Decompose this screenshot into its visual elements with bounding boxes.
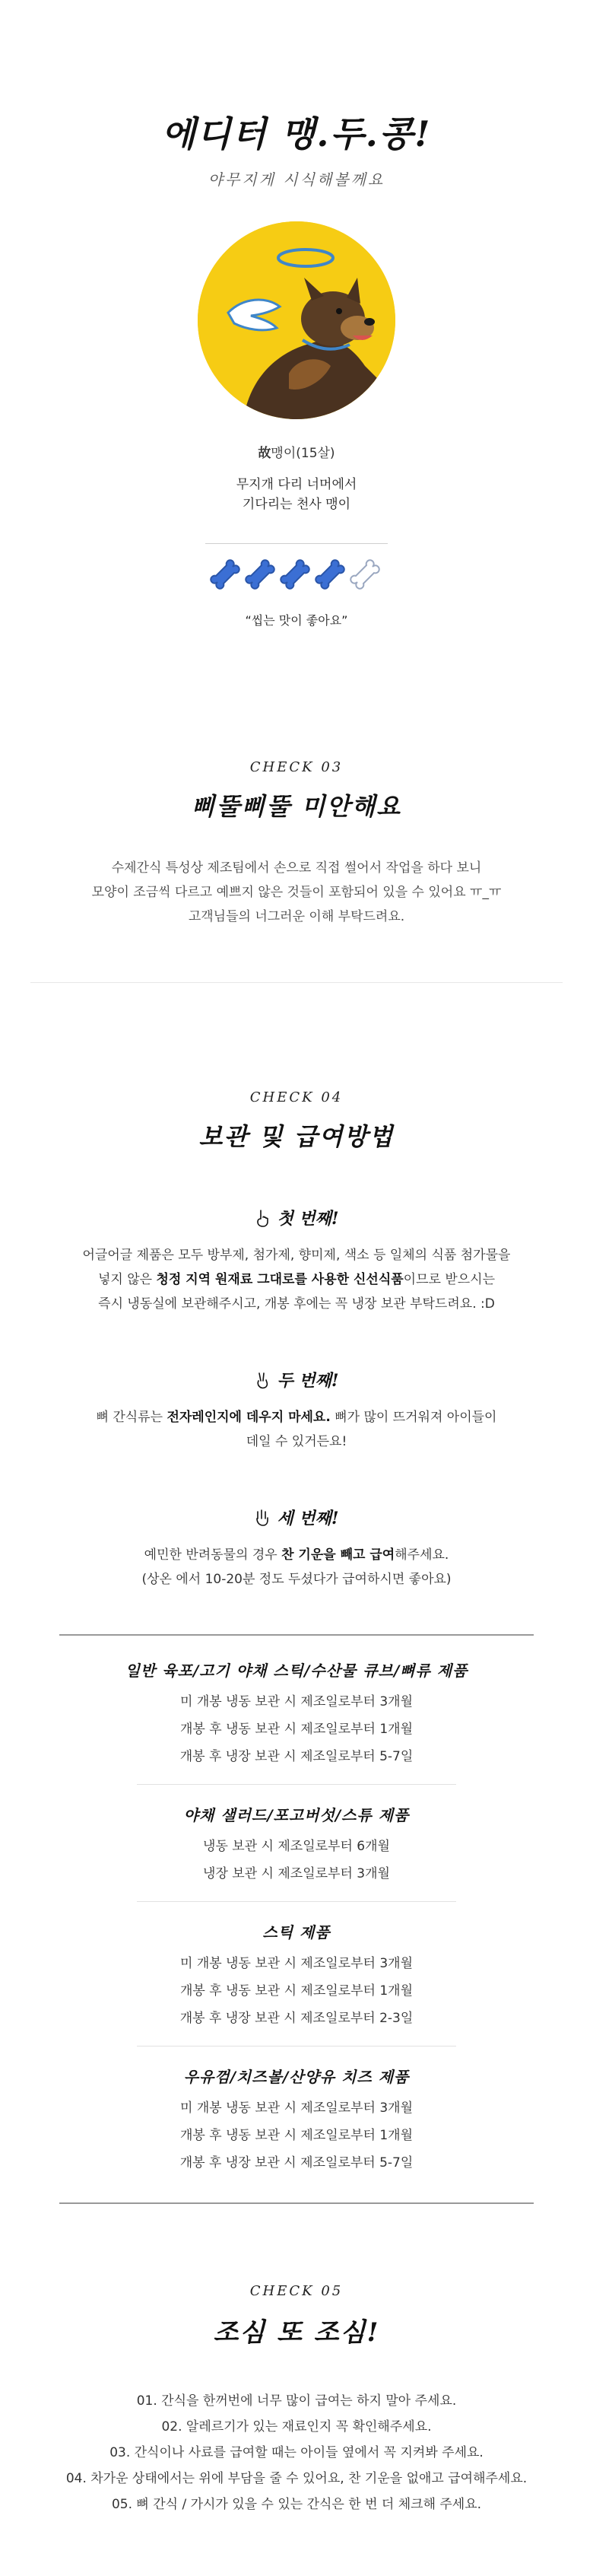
editor-title: 에디터 맹.두.콩!	[161, 113, 432, 154]
text-line: (상온 에서 10-20분 정도 두셨다가 급여하시면 좋아요)	[141, 1572, 452, 1587]
storage-group	[59, 1658, 534, 1770]
text-line: 데일 수 있거든요!	[246, 1434, 347, 1449]
editor-intro	[0, 0, 593, 628]
bone-filled-icon	[210, 559, 243, 593]
group-divider	[137, 1784, 456, 1785]
storage-period-line: 개봉 후 냉동 보관 시 제조일로부터 1개월	[180, 1722, 413, 1737]
three-finger-hand-icon	[254, 1509, 271, 1527]
step-2-title: 두 번째!	[277, 1371, 339, 1391]
step-2-text	[0, 1405, 593, 1454]
dog-name-age: 맹이(15살)	[271, 446, 335, 461]
epitaph-line-2: 기다리는 천사 맹이	[242, 497, 351, 512]
storage-group	[59, 2065, 534, 2177]
rating-divider	[205, 543, 388, 544]
step-1-title: 첫 번째!	[277, 1209, 339, 1229]
storage-period-line: 미 개봉 냉동 보관 시 제조일로부터 3개월	[180, 1694, 413, 1709]
caution-item: 04. 차가운 상태에서는 위에 부담을 줄 수 있어요, 찬 기운을 없애고 급여해주세요.	[65, 2471, 528, 2486]
storage-period-line: 냉동 보관 시 제조일로부터 6개월	[203, 1839, 390, 1854]
text-part: 이므로 받으시는	[403, 1272, 496, 1287]
emphasis-text: 청정 지역 원재료 그대로를 사용한 신선식품	[156, 1272, 404, 1287]
dog-avatar	[198, 221, 395, 419]
storage-group-title: 야채 샐러드/포고버섯/스튜 제품	[183, 1806, 410, 1824]
emphasis-text: 전자레인지에 데우지 마세요.	[166, 1410, 331, 1425]
storage-group-title: 일반 육포/고기 야채 스틱/수산물 큐브/뼈류 제품	[125, 1662, 468, 1680]
bone-filled-icon	[315, 559, 348, 593]
text-line: 어글어글 제품은 모두 방부제, 첨가제, 향미제, 색소 등 일체의 식품 첨가물을	[82, 1248, 511, 1263]
check-label: CHECK 04	[249, 1089, 344, 1105]
emphasis-text: 찬 기운을 빼고 급여	[281, 1547, 395, 1563]
text-part: 뼈 간식류는	[96, 1410, 167, 1425]
check-03-section	[0, 759, 593, 983]
storage-period-line: 미 개봉 냉동 보관 시 제조일로부터 3개월	[180, 2101, 413, 2116]
caution-item: 05. 뼈 간식 / 가시가 있을 수 있는 간식은 한 번 더 체크해 주세요.	[111, 2497, 482, 2512]
storage-group-lines	[59, 1833, 534, 1887]
section-title: 삐뚤삐뚤 미안해요	[191, 792, 402, 821]
check-03-text	[0, 856, 593, 929]
section-title: 보관 및 급여방법	[198, 1122, 395, 1151]
text-part: 뼈가 많이 뜨거워져 아이들이	[330, 1410, 497, 1425]
storage-period-table	[59, 1634, 534, 2204]
dog-epitaph	[0, 475, 593, 514]
editor-subtitle: 야무지게 시식해볼께요	[208, 170, 385, 189]
review-quote: “씹는 맛이 좋아요”	[245, 613, 348, 628]
check-04-section	[0, 1089, 593, 2204]
text-line: 즉시 냉동실에 보관해주시고, 개봉 후에는 꼭 냉장 보관 부탁드려요. :D	[98, 1296, 495, 1312]
storage-period-line: 개봉 후 냉동 보관 시 제조일로부터 1개월	[180, 2128, 413, 2143]
one-finger-hand-icon	[254, 1209, 271, 1227]
step-1-text	[0, 1243, 593, 1316]
epitaph-line-1: 무지개 다리 너머에서	[236, 477, 357, 492]
check-label: CHECK 05	[249, 2283, 344, 2299]
storage-group-title: 스틱 제품	[262, 1923, 331, 1942]
section-title: 조심 또 조심!	[213, 2317, 380, 2348]
caution-item: 01. 간식을 한꺼번에 너무 많이 급여는 하지 말아 주세요.	[136, 2393, 457, 2409]
bone-outline-icon	[350, 559, 383, 593]
storage-group-lines	[59, 1688, 534, 1770]
check-label: CHECK 03	[249, 759, 344, 775]
caution-item: 03. 간식이나 사료를 급여할 때는 아이들 옆에서 꼭 지켜봐 주세요.	[109, 2445, 484, 2460]
bone-rating	[0, 559, 593, 593]
text-line: 모양이 조금씩 다르고 예쁘지 않은 것들이 포함되어 있을 수 있어요 ㅠ_ㅠ	[91, 885, 502, 900]
storage-group-lines	[59, 1950, 534, 2032]
storage-period-line: 개봉 후 냉장 보관 시 제조일로부터 5-7일	[179, 2155, 414, 2171]
step-3	[0, 1506, 593, 1592]
storage-group	[59, 1803, 534, 1887]
storage-period-line: 개봉 후 냉장 보관 시 제조일로부터 5-7일	[179, 1749, 414, 1764]
bone-filled-icon	[280, 559, 313, 593]
angel-dog-illustration	[198, 221, 395, 419]
text-part: 해주세요.	[395, 1547, 449, 1563]
storage-period-line: 개봉 후 냉동 보관 시 제조일로부터 1개월	[180, 1983, 413, 1999]
bone-filled-icon	[245, 559, 278, 593]
storage-period-line: 개봉 후 냉장 보관 시 제조일로부터 2-3일	[179, 2011, 414, 2026]
text-line: 고객님들의 너그러운 이해 부탁드려요.	[188, 909, 405, 924]
step-3-title: 세 번째!	[277, 1509, 339, 1528]
step-3-text	[0, 1543, 593, 1592]
two-finger-hand-icon	[254, 1371, 271, 1389]
text-line: 수제간식 특성상 제조팀에서 손으로 직접 썰어서 작업을 하다 보니	[111, 860, 482, 876]
step-2	[0, 1368, 593, 1454]
text-part: 넣지 않은	[97, 1272, 157, 1287]
section-divider	[30, 982, 563, 983]
storage-group-lines	[59, 2094, 534, 2177]
storage-group-title: 우유껌/치즈볼/산양유 치즈 제품	[183, 2068, 410, 2086]
deceased-mark: 故	[258, 446, 271, 461]
check-05-section	[0, 2283, 593, 2517]
step-1	[0, 1206, 593, 1316]
text-part: 예민한 반려동물의 경우	[144, 1547, 282, 1563]
group-divider	[137, 1901, 456, 1902]
storage-group	[59, 1920, 534, 2032]
storage-period-line: 미 개봉 냉동 보관 시 제조일로부터 3개월	[180, 1956, 413, 1971]
storage-period-line: 냉장 보관 시 제조일로부터 3개월	[203, 1866, 390, 1881]
caution-list	[0, 2388, 593, 2517]
caution-item: 02. 알레르기가 있는 재료인지 꼭 확인해주세요.	[161, 2419, 432, 2434]
dog-name	[0, 442, 593, 461]
